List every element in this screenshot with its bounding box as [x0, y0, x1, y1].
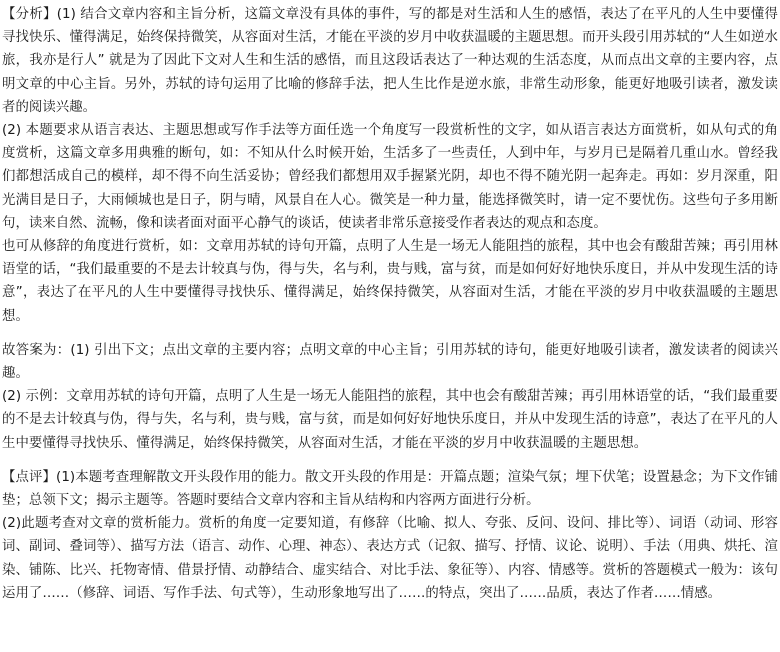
answer-paragraph-1: 故答案为：(1) 引出下文；点出文章的主要内容；点明文章的中心主旨；引用苏轼的诗句，能更好地吸引读者，激发读者的阅读兴趣。	[2, 342, 778, 382]
comment-paragraph-2: (2)此题考查对文章的赏析能力。赏析的角度一定要知道，有修辞（比喻、拟人、夸张、反问、设问、排比等）、词语（动词、形容词、副词、叠词等）、描写方法（语言、动作、心理、神态）、表达方式（记叙、描写、抒情、议论、说明）、手法（用典、烘托、渲染、铺陈、比兴、托物寄情、借景抒情、动静结合、虚实结合、对比手法、象征等）、内容、情感等。赏析的答题模式一般为：该句运用了……（修辞、词语、写作手法、句式等），生动形象地写出了……的特点，突出了……品质，表达了作者……情感。	[2, 516, 778, 601]
section-spacer	[2, 328, 778, 339]
section-spacer	[2, 455, 778, 466]
analysis-paragraph-1: 【分析】(1) 结合文章内容和主旨分析，这篇文章没有具体的事件，写的都是对生活和人生的感悟，表达了在平凡的人生中要懂得寻找快乐、懂得满足，始终保持微笑，从容面对生活，才能在平淡的岁月中收获温暖的主题思想。而开头段引用苏轼的“人生如逆水旅，我亦是行人” 就是为了因此下文对人生和生活的感悟，而且这段话表达了一种达观的生活态度，从而点出文章的主要内容，点明文章的中心主旨。另外，苏轼的诗句运用了比喻的修辞手法，把人生比作是逆水旅，非常生动形象，能更好地吸引读者，激发读者的阅读兴趣。	[2, 7, 778, 115]
analysis-paragraph-3: 也可从修辞的角度进行赏析，如：文章用苏轼的诗句开篇，点明了人生是一场无人能阻挡的旅程，其中也会有酸甜苦辣；再引用林语堂的话，“我们最重要的不是去计较真与伪，得与失，名与利，贵与贱，富与贫，而是如何好好地快乐度日，并从中发现生活的诗意”，表达了在平凡的人生中要懂得寻找快乐、懂得满足，始终保持微笑，从容面对生活，才能在平淡的岁月中收获温暖的主题思想。	[2, 239, 778, 324]
comment-paragraph-1: 【点评】(1)本题考查理解散文开头段作用的能力。散文开头段的作用是：开篇点题；渲染气氛；埋下伏笔；设置悬念；为下文作铺垫；总领下文；揭示主题等。答题时要结合文章内容和主旨从结构和内容两方面进行分析。	[2, 469, 778, 509]
analysis-paragraph-2: (2) 本题要求从语言表达、主题思想或写作手法等方面任选一个角度写一段赏析性的文字，如从语言表达方面赏析，如从句式的角度赏析，这篇文章多用典雅的断句，如：不知从什么时候开始，生活多了一些责任，人到中年，与岁月已是隔着几重山水。曾经我们都想活成自己的模样，却不得不向生活妥协；曾经我们都想用双手握紧光阴，却也不得不随光阴一起奔走。再如：岁月深重，阳光满目是日子，大雨倾城也是日子，阴与晴，风景自在人心。微笑是一种力量，能选择微笑时，请一定不要忧伤。这些句子多用断句，读来自然、流畅，像和读者面对面平心静气的谈话，使读者非常乐意接受作者表达的观点和态度。	[2, 123, 778, 231]
answer-paragraph-2: (2) 示例：文章用苏轼的诗句开篇，点明了人生是一场无人能阻挡的旅程，其中也会有酸甜苦辣；再引用林语堂的话，“我们最重要的不是去计较真与伪，得与失，名与利，贵与贱，富与贫，而是如何好好地快乐度日，并从中发现生活的诗意”，表达了在平凡的人生中要懂得寻找快乐、懂得满足，始终保持微笑，从容面对生活，才能在平淡的岁月中收获温暖的主题思想。	[2, 389, 778, 451]
